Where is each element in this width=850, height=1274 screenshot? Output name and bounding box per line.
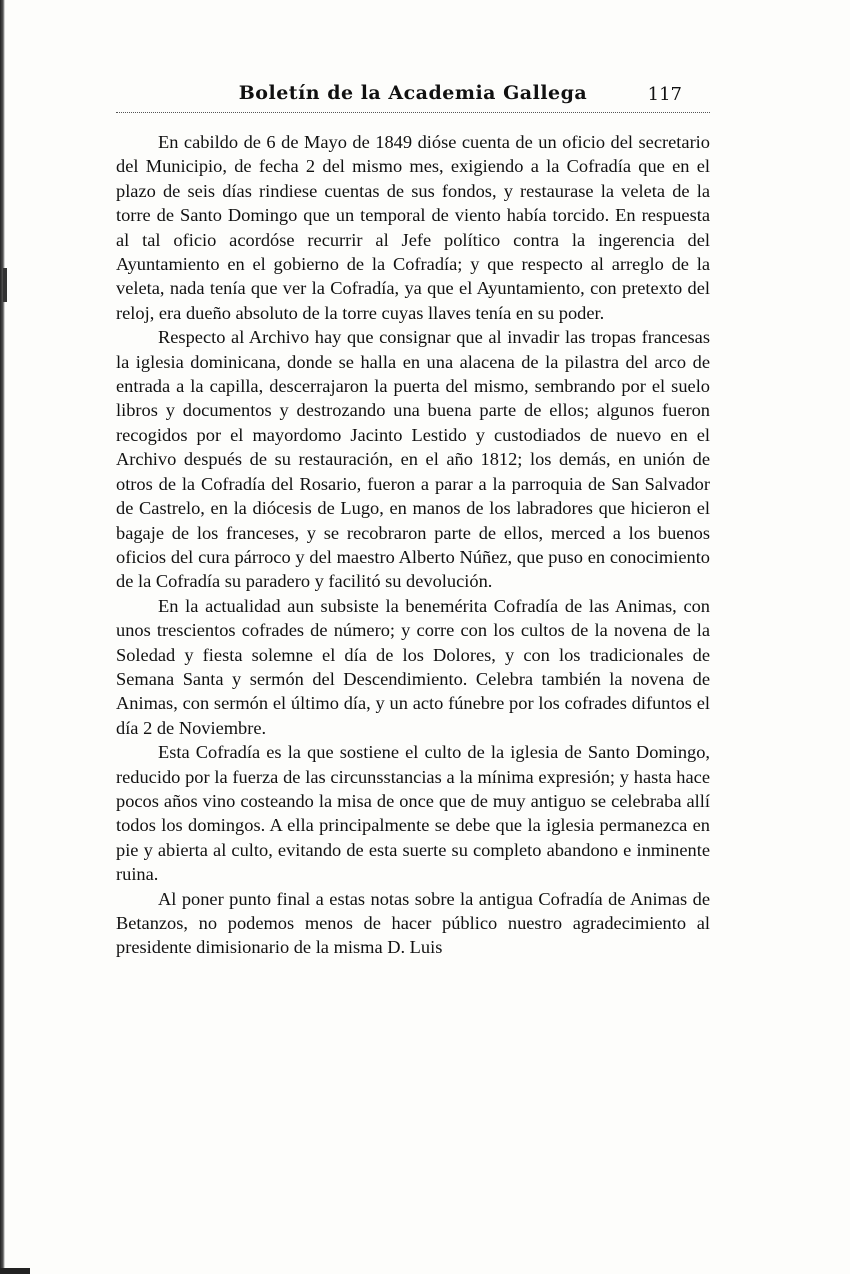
body-text	[116, 130, 710, 960]
paragraph: En la actualidad aun subsiste la benemérita Cofradía de las Animas, con unos trescientos cofrades de número; y corre con los cultos de la novena de la Soledad y fiesta solemne el día de los Dolores, y con los tradicionales de Semana Santa y sermón del Descendimiento. Celebra también la novena de Animas, con sermón el último día, y un acto fúnebre por los cofrades difuntos el día 2 de Noviembre.	[116, 595, 710, 738]
running-head: Boletín de la Academia Gallega	[238, 82, 588, 104]
binding-edge	[0, 0, 5, 1274]
page-number: 117	[647, 84, 682, 105]
binding-mark	[3, 268, 7, 302]
paragraph: En cabildo de 6 de Mayo de 1849 dióse cuenta de un oficio del secretario del Municipio, de fecha 2 del mismo mes, exigiendo a la Cofradía que en el plazo de seis días rindiese cuentas de sus fondos, y restaurase la veleta de la torre de Santo Domingo que un temporal de viento había torcido. En respuesta al tal oficio acordóse recurrir al Jefe político contra la ingerencia del Ayuntamiento en el gobierno de la Cofradía; y que respecto al arreglo de la veleta, nada tenía que ver la Cofradía, ya que el Ayuntamiento, con pretexto del reloj, era dueño absoluto de la torre cuyas llaves tenía en su poder.	[116, 132, 710, 323]
paragraph: Respecto al Archivo hay que consignar que al invadir las tropas francesas la iglesia dominicana, donde se halla en una alacena de la pilastra del arco de entrada a la capilla, descerrajaron la puerta del mismo, sembrando por el suelo libros y documentos y destrozando una buena parte de ellos; algunos fueron recogidos por el mayordomo Jacinto Lestido y custodiados de nuevo en el Archivo después de su restauración, en el año 1812; los demás, en unión de otros de la Cofradía del Rosario, fueron a parar a la parroquia de San Salvador de Castrelo, en la diócesis de Lugo, en manos de los labradores que hicieron el bagaje de los franceses, y se recobraron parte de ellos, merced a los buenos oficios del cura párroco y del maestro Alberto Núñez, que puso en conocimiento de la Cofradía su paradero y facilitó su devolución.	[116, 327, 710, 592]
paragraph: Al poner punto final a estas notas sobre la antigua Cofradía de Animas de Betanzos, no podemos menos de hacer público nuestro agradecimiento al presidente dimisionario de la misma D. Luis	[116, 888, 710, 958]
page-header	[116, 82, 710, 113]
paragraph: Esta Cofradía es la que sostiene el culto de la iglesia de Santo Domingo, reducido por la fuerza de las circunsstancias a la mínima expresión; y hasta hace pocos años vino costeando la misa de once que de muy antiguo se celebraba allí todos los domingos. A ella principalmente se debe que la iglesia permanezca en pie y abierta al culto, evitando de esta suerte su completo abandono e inminente ruina.	[116, 742, 710, 885]
binding-foot-mark	[0, 1268, 30, 1274]
